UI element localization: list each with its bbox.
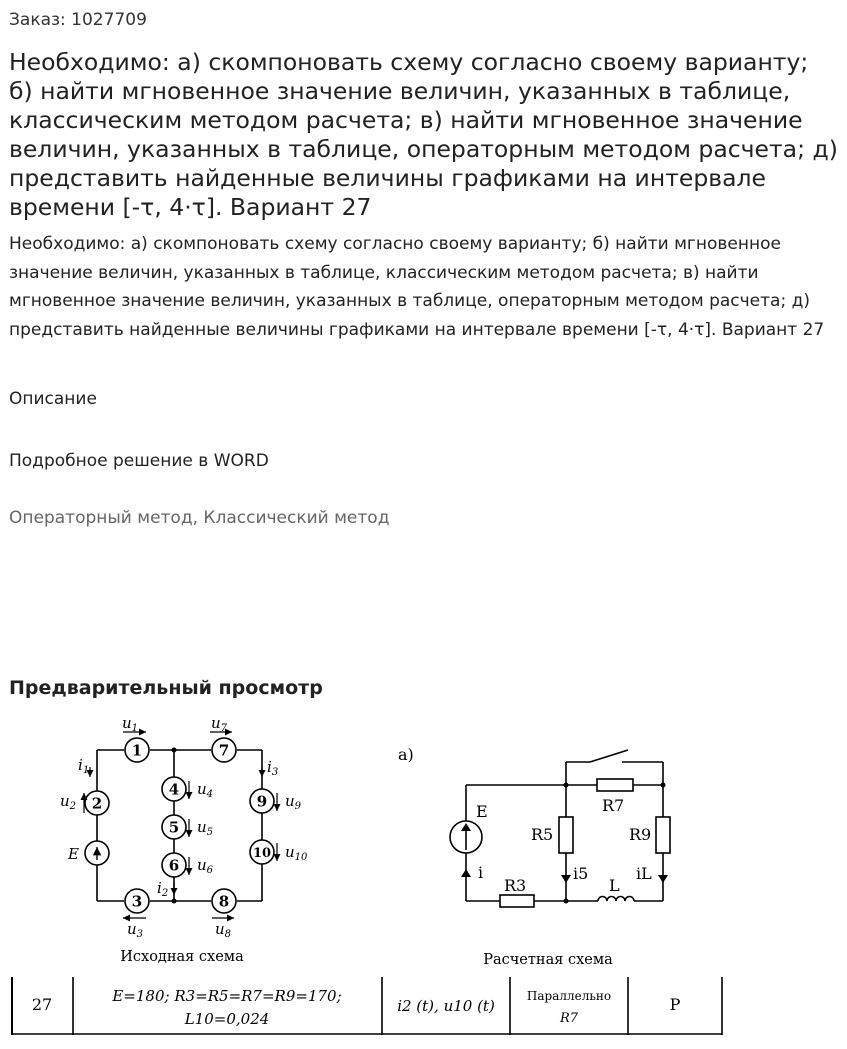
variant-table-row <box>12 977 722 1035</box>
svg-text:9: 9 <box>256 792 268 811</box>
label-i3: $i_3$ <box>267 758 279 778</box>
table-connection-2: R7 <box>559 1011 579 1026</box>
label-R3: R3 <box>504 876 527 895</box>
solution-note: Подробное решение в WORD <box>9 451 269 471</box>
label-u7: $u_7$ <box>211 714 228 734</box>
node-4 <box>162 777 186 801</box>
node-7 <box>212 738 236 762</box>
label-i2: $i_2$ <box>157 879 169 899</box>
svg-text:8: 8 <box>218 892 230 911</box>
label-E: E <box>68 845 79 863</box>
node-2 <box>85 791 109 815</box>
node-1 <box>125 738 149 762</box>
order-number: Заказ: 1027709 <box>9 10 147 30</box>
svg-text:2: 2 <box>91 794 103 813</box>
variant-letter: а) <box>398 745 414 764</box>
table-params-2: L10=0,024 <box>184 1010 270 1028</box>
calc-schematic-caption: Расчетная схема <box>483 952 613 968</box>
node-5 <box>162 815 186 839</box>
node-3 <box>125 889 149 913</box>
label-u5: $u_5$ <box>197 818 214 838</box>
preview-image <box>0 705 847 1045</box>
node-10 <box>250 840 274 864</box>
svg-text:7: 7 <box>218 741 230 760</box>
svg-text:4: 4 <box>168 780 180 799</box>
label-E-right: E <box>476 802 488 821</box>
label-u6: $u_6$ <box>197 856 214 876</box>
label-i-right: i <box>478 863 484 882</box>
label-R5: R5 <box>531 825 554 844</box>
label-u3: $u_3$ <box>127 920 144 940</box>
node-6 <box>162 853 186 877</box>
tags-list[interactable]: Операторный метод, Классический метод <box>9 508 390 528</box>
svg-text:10: 10 <box>252 846 272 861</box>
node-9 <box>250 789 274 813</box>
svg-text:3: 3 <box>131 892 143 911</box>
preview-heading: Предварительный просмотр <box>9 677 323 699</box>
label-u2: $u_2$ <box>60 792 77 812</box>
label-R7: R7 <box>602 796 625 815</box>
svg-text:6: 6 <box>168 856 180 875</box>
label-R9: R9 <box>629 825 652 844</box>
label-u9: $u_9$ <box>285 792 302 812</box>
node-8 <box>212 889 236 913</box>
source-E-symbol <box>85 841 109 865</box>
label-u4: $u_4$ <box>197 780 214 800</box>
description-text: Необходимо: а) скомпоновать схему согласно своему варианту; б) найти мгновенное значение величин, указанных в таблице, классическим методом расчета; в) найти мгновенное значение величин, указанных в таблице, операторным методом расчета; д) представить найденные величины графиками на интервале времени [-τ, 4·τ]. Вариант 27 <box>9 234 825 340</box>
label-u8: $u_8$ <box>215 920 232 940</box>
source-schematic-caption: Исходная схема <box>120 949 244 965</box>
description-heading: Описание <box>9 389 97 409</box>
page-title: Необходимо: а) скомпоновать схему согласно своему варианту; б) найти мгновенное значение величин, указанных в таблице, классическим методом расчета; в) найти мгновенное значение величин, указанных в таблице, операторным методом расчета; д) представить найденные величины графиками на интервале времени [-τ, 4·τ]. Вариант 27 <box>9 48 838 221</box>
table-type: P <box>669 995 681 1014</box>
label-iL: iL <box>636 864 652 883</box>
label-L: L <box>609 876 620 895</box>
table-connection-1: Параллельно <box>526 989 612 1003</box>
label-i5: i5 <box>573 864 589 883</box>
table-variant: 27 <box>31 995 53 1014</box>
table-quantities: i2 (t), u10 (t) <box>397 997 495 1015</box>
label-u10: $u_{10}$ <box>285 843 308 863</box>
table-params-1: E=180; R3=R5=R7=R9=170; <box>112 987 342 1005</box>
label-u1: $u_1$ <box>122 714 139 734</box>
svg-text:5: 5 <box>168 818 180 837</box>
svg-text:1: 1 <box>131 741 143 760</box>
label-i1: $i_1$ <box>78 756 90 776</box>
